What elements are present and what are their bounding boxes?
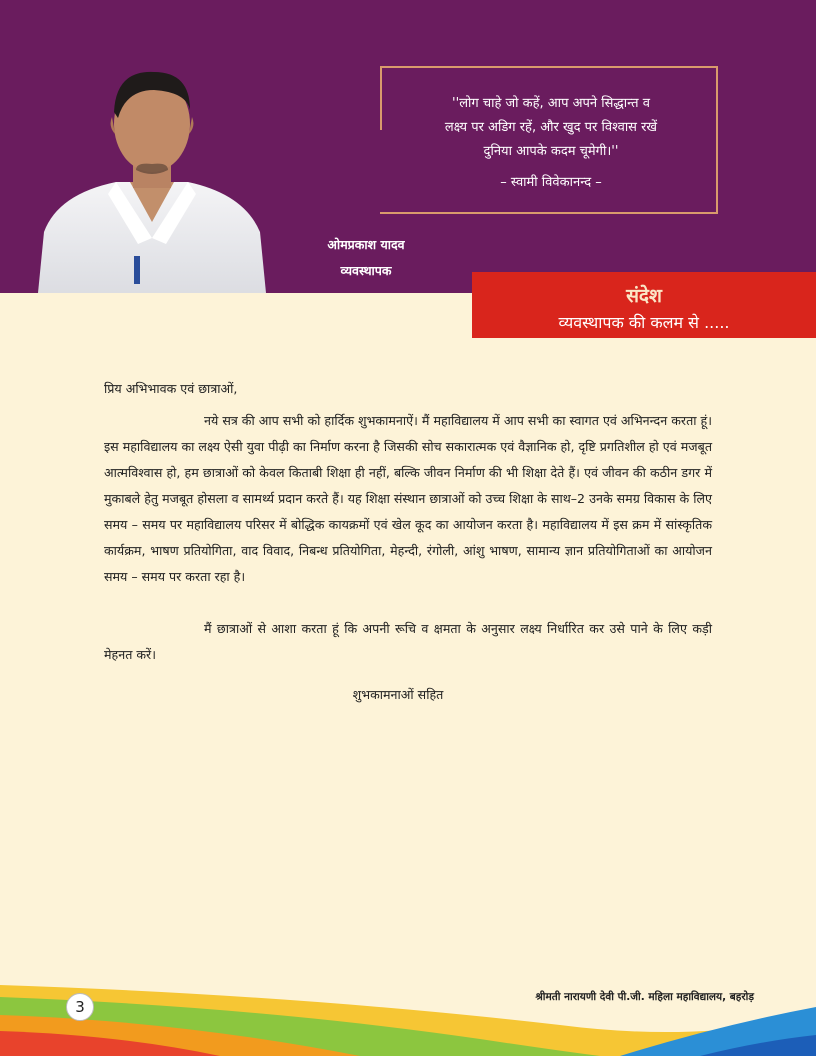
- letter-closing: शुभकामनाओं सहित: [352, 687, 444, 702]
- college-name: श्रीमती नारायणी देवी पी.जी. महिला महाविद्यालय, बहरोड़: [535, 991, 754, 1003]
- page-number: 3: [66, 993, 94, 1021]
- person-role: व्यवस्थापक: [340, 263, 392, 278]
- person-name: ओमप्रकाश यादव: [327, 237, 405, 252]
- banner-title: संदेश: [626, 285, 662, 307]
- quote-text: [398, 92, 704, 164]
- letter-body: [104, 378, 712, 719]
- person-photo: [38, 62, 266, 293]
- letter-paragraph-1: नये सत्र की आप सभी को हार्दिक शुभकामनाऐं। मैं महाविद्यालय में आप सभी का स्वागत एवं अभिनन्दन करता हूं। इस महाविद्यालय का लक्ष्य ऐसी युवा पीढ़ी का निर्माण करना है जिसकी सोच सकारात्मक एवं वैज्ञानिक हो, दृष्टि प्रगतिशील हो एवं मजबूत आत्मविश्वास हो, हम छात्राओं को केवल किताबी शिक्षा ही नहीं, बल्कि जीवन निर्माण की भी शिक्षा देते हैं। एवं जीवन की कठीन डगर में मुकाबले हेतु मजबूत होसला व सामर्थ्य प्रदान करते हैं। यह शिक्षा संस्थान छात्राओं को उच्च शिक्षा के साथ–2 उनके समग्र विकास के लिए समय – समय पर महाविद्यालय परिसर में बोद्धिक कायक्रमों एवं खेल कूद का आयोजन करता है। महाविद्यालय में इस क्रम में सांस्कृतिक कार्यक्रम, भाषण प्रतियोगिता, वाद विवाद, निबन्ध प्रतियोगिता, मेहन्दी, रंगोली, आंशु भाषण, सामान्य ज्ञान प्रतियोगिताओं का आयोजन समय – समय पर करता रहा है।: [104, 413, 712, 584]
- quote-line: ''लोग चाहे जो कहें, आप अपने सिद्धान्त व: [452, 96, 650, 111]
- banner-subtitle: व्यवस्थापक की कलम से .....: [558, 313, 730, 332]
- quote-author: – स्वामी विवेकानन्द –: [500, 175, 602, 190]
- footer-swoosh-decoration: [0, 955, 816, 1056]
- letter-salutation: प्रिय अभिभावक एवं छात्राओं,: [104, 381, 238, 396]
- quote-line: दुनिया आपके कदम चूमेगी।'': [483, 144, 619, 159]
- quote-line: लक्ष्य पर अडिग रहें, और खुद पर विश्वास रखें: [444, 120, 658, 135]
- letter-paragraph-2: मैं छात्राओं से आशा करता हूं कि अपनी रूचि व क्षमता के अनुसार लक्ष्य निर्धारित कर उसे पाने के लिए कड़ी मेहनत करें।: [104, 621, 712, 662]
